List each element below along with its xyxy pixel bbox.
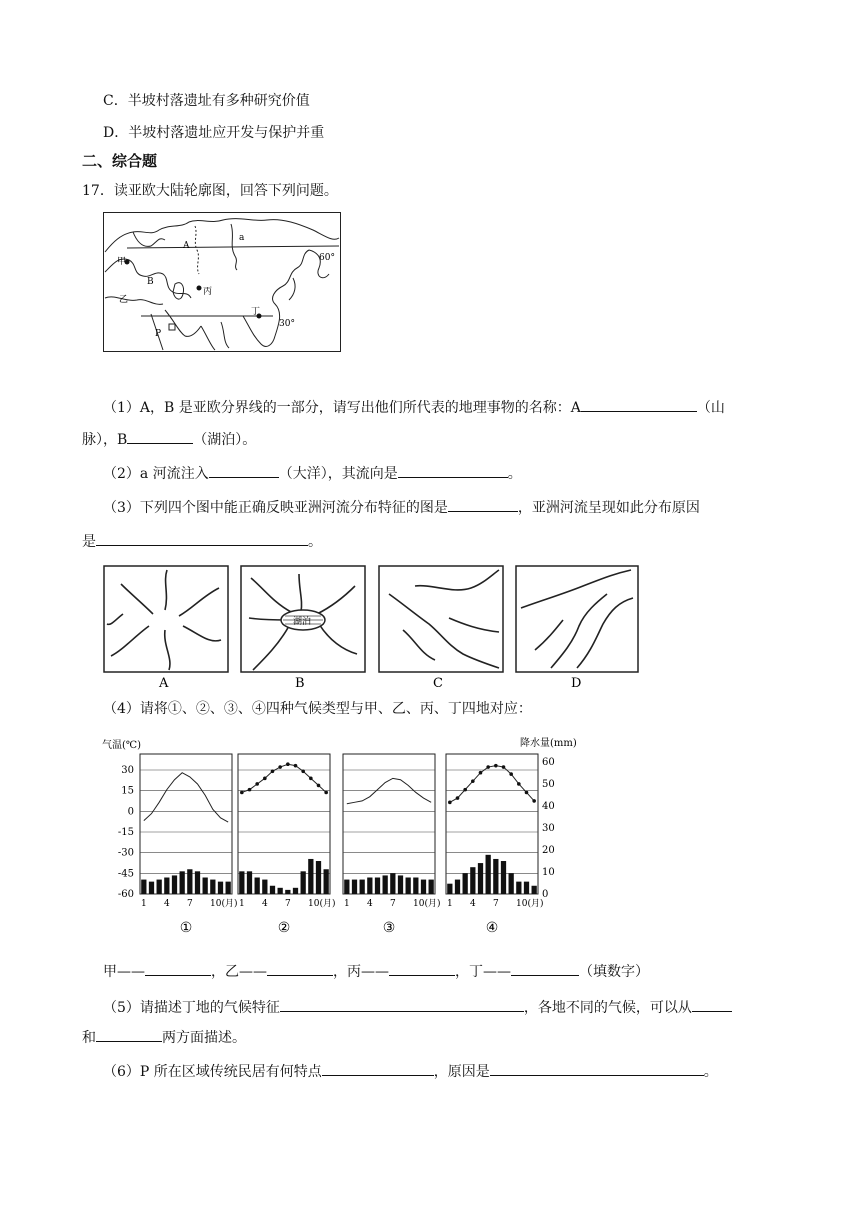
- map-label-lat30: 30°: [279, 319, 295, 329]
- precip-bar: [390, 873, 395, 894]
- map-label-jia: 甲: [117, 257, 127, 267]
- climate-chart-4: [446, 754, 543, 936]
- chart-number-label: ①: [179, 920, 193, 936]
- option-c: C．半坡村落遗址有多种研究价值: [103, 93, 310, 109]
- q6-blank-reason[interactable]: [490, 1060, 704, 1076]
- month-tick-label: 10(月): [413, 899, 441, 909]
- q1-blank-A[interactable]: [581, 396, 697, 412]
- temp-tick-label: -15: [117, 827, 134, 838]
- month-tick-label: 4: [262, 899, 268, 909]
- month-tick-label: 1: [141, 899, 147, 909]
- temp-point: [486, 765, 490, 769]
- temp-point: [448, 801, 452, 805]
- month-tick-label: 4: [164, 899, 170, 909]
- temp-point: [324, 791, 328, 795]
- temp-point: [294, 764, 298, 768]
- precip-bar: [478, 863, 483, 894]
- temp-point: [509, 772, 513, 776]
- precip-bar: [398, 875, 403, 894]
- precip-bar: [255, 878, 260, 894]
- temp-tick-label: -60: [117, 889, 134, 900]
- map-label-ding: 丁: [251, 307, 261, 317]
- temp-point: [255, 782, 259, 786]
- chart-number-label: ④: [485, 920, 499, 936]
- precip-bar: [383, 875, 388, 894]
- temp-point: [532, 799, 536, 803]
- temp-point: [301, 769, 305, 773]
- panel-label-B: B: [295, 676, 305, 690]
- q5-line2: 和 两方面描述。: [82, 1026, 246, 1047]
- q4-text: （4）请将①、②、③、④四种气候类型与甲、乙、丙、丁四地对应：: [103, 701, 532, 717]
- q2-blank-ocean[interactable]: [209, 462, 279, 478]
- precip-bar: [486, 855, 491, 894]
- river-panels: [103, 564, 639, 690]
- month-tick-label: 7: [187, 899, 193, 909]
- eurasia-map: [103, 212, 341, 352]
- precip-bar: [218, 882, 223, 894]
- panel-label-C: C: [433, 676, 443, 690]
- q4-blank-yi[interactable]: [267, 960, 333, 976]
- precip-axis-label: 降水量(mm): [520, 738, 577, 749]
- q4-blank-ding[interactable]: [511, 960, 579, 976]
- precip-tick-label: 0: [542, 889, 549, 900]
- precip-bar: [270, 886, 275, 894]
- temp-point: [479, 771, 483, 775]
- precip-bar: [375, 878, 380, 894]
- temp-tick-label: 30: [121, 765, 134, 776]
- precip-bar: [262, 880, 267, 894]
- temp-tick-label: -45: [117, 868, 134, 880]
- temp-point: [286, 762, 290, 766]
- precip-bar: [447, 884, 452, 894]
- q4-blank-bing[interactable]: [389, 960, 455, 976]
- precip-bar: [360, 880, 365, 894]
- q3-blank-figure[interactable]: [448, 496, 518, 512]
- precip-bar: [501, 861, 506, 894]
- temp-point: [271, 769, 275, 773]
- temp-point: [456, 796, 460, 800]
- q1-line2: 脉），B （湖泊）。: [82, 428, 256, 449]
- temp-point: [309, 777, 313, 781]
- q3-blank-reason[interactable]: [96, 530, 308, 546]
- precip-bar: [352, 880, 357, 894]
- precip-tick-label: 10: [542, 867, 555, 878]
- temp-tick-label: -30: [117, 847, 134, 859]
- q1-line1: （1）A，B 是亚欧分界线的一部分，请写出他们所代表的地理事物的名称：A （山: [103, 396, 725, 417]
- month-tick-label: 4: [367, 899, 373, 909]
- q2-line: （2）a 河流注入 （大洋），其流向是 。: [103, 462, 522, 483]
- precip-bar: [293, 888, 298, 894]
- q4-blank-jia[interactable]: [145, 960, 211, 976]
- precip-bar: [195, 871, 200, 894]
- precip-bar: [301, 871, 306, 894]
- precip-bar: [226, 882, 231, 894]
- map-label-A: A: [183, 241, 190, 251]
- month-tick-label: 10(月): [210, 899, 238, 909]
- climate-chart-3: [343, 754, 440, 936]
- month-tick-label: 4: [470, 899, 476, 909]
- temp-point: [263, 777, 267, 781]
- precip-tick-label: 30: [542, 823, 555, 834]
- precip-bar: [180, 871, 185, 894]
- precip-bar: [463, 873, 468, 894]
- precip-bar: [278, 888, 283, 894]
- map-label-yi: 乙: [119, 295, 129, 305]
- map-label-B: B: [147, 277, 154, 287]
- precip-bar: [532, 886, 537, 894]
- precip-bar: [493, 859, 498, 894]
- map-label-P: P: [155, 329, 162, 339]
- precip-bar: [157, 880, 162, 894]
- precip-bar: [285, 890, 290, 894]
- climate-chart-1: [140, 754, 237, 936]
- chart-frame: [343, 754, 435, 894]
- month-tick-label: 1: [447, 899, 453, 909]
- panel-label-A: A: [159, 676, 169, 690]
- chart-frame: [446, 754, 538, 894]
- month-tick-label: 1: [344, 899, 350, 909]
- temp-point: [240, 791, 244, 795]
- precip-bar: [367, 878, 372, 894]
- precip-tick-label: 60: [542, 757, 555, 768]
- option-d: D．半坡村落遗址应开发与保护并重: [103, 125, 325, 141]
- precip-bar: [455, 880, 460, 894]
- climate-chart-2: [238, 754, 335, 936]
- precip-tick-label: 40: [542, 801, 555, 812]
- precip-bar: [210, 880, 215, 894]
- month-tick-label: 10(月): [516, 899, 544, 909]
- q2-blank-direction[interactable]: [398, 462, 508, 478]
- precip-bar: [172, 875, 177, 894]
- precip-bar: [524, 882, 529, 894]
- panel-label-D: D: [571, 676, 582, 690]
- temp-point: [471, 779, 475, 783]
- map-label-a: a: [239, 233, 245, 243]
- temp-tick-label: 0: [127, 806, 134, 818]
- temp-point: [463, 788, 467, 792]
- precip-bar: [470, 867, 475, 894]
- precip-bar: [516, 882, 521, 894]
- precip-bar: [344, 880, 349, 894]
- temp-point: [494, 764, 498, 768]
- precip-bar: [149, 882, 154, 894]
- temp-axis-label: 气温(℃): [102, 740, 141, 751]
- temp-point: [317, 784, 321, 788]
- precip-bar: [141, 880, 146, 894]
- climate-charts: [100, 734, 590, 940]
- chart-number-label: ②: [277, 920, 291, 936]
- temp-point: [517, 782, 521, 786]
- month-tick-label: 7: [493, 899, 499, 909]
- map-label-bing: 丙: [203, 287, 213, 297]
- precip-tick-label: 20: [542, 845, 555, 856]
- precip-bar: [239, 871, 244, 894]
- precip-bar: [308, 859, 313, 894]
- month-tick-label: 10(月): [308, 899, 336, 909]
- temp-point: [248, 788, 252, 792]
- precip-tick-label: 50: [542, 779, 555, 790]
- q3-line2: 是 。: [82, 530, 322, 551]
- month-tick-label: 1: [239, 899, 245, 909]
- precip-bar: [316, 861, 321, 894]
- q4-answer-line: 甲—— ，乙—— ，丙—— ，丁—— （填数字）: [103, 960, 649, 981]
- month-tick-label: 7: [390, 899, 396, 909]
- month-tick-label: 7: [285, 899, 291, 909]
- q5-blank-aspect2[interactable]: [96, 1026, 162, 1042]
- q6-blank-feature[interactable]: [322, 1060, 434, 1076]
- precip-bar: [324, 869, 329, 894]
- q6-line: （6）P 所在区域传统民居有何特点 ，原因是 。: [103, 1060, 718, 1081]
- precip-bar: [421, 880, 426, 894]
- precip-bar: [247, 871, 252, 894]
- temp-point: [502, 765, 506, 769]
- q5-line1: （5）请描述丁地的气候特征 ，各地不同的气候，可以从: [103, 996, 732, 1017]
- precip-bar: [413, 878, 418, 894]
- question-stem: 17．读亚欧大陆轮廓图，回答下列问题。: [82, 183, 338, 199]
- precip-bar: [509, 873, 514, 894]
- q5-blank-feature[interactable]: [280, 996, 524, 1012]
- temp-tick-label: 15: [121, 785, 134, 797]
- precip-bar: [406, 878, 411, 894]
- temp-point: [278, 765, 282, 769]
- chart-number-label: ③: [382, 920, 396, 936]
- precip-bar: [429, 880, 434, 894]
- precip-bar: [164, 878, 169, 894]
- q5-blank-aspect1[interactable]: [692, 996, 732, 1012]
- q1-blank-B[interactable]: [127, 428, 193, 444]
- q3-line1: （3）下列四个图中能正确反映亚洲河流分布特征的图是 ，亚洲河流呈现如此分布原因: [103, 496, 700, 517]
- map-label-lat60: 60°: [319, 253, 335, 263]
- temp-point: [525, 791, 529, 795]
- section-title: 二、综合题: [82, 152, 158, 170]
- precip-bar: [187, 869, 192, 894]
- precip-bar: [203, 878, 208, 894]
- lake-label: 湖泊: [293, 617, 312, 627]
